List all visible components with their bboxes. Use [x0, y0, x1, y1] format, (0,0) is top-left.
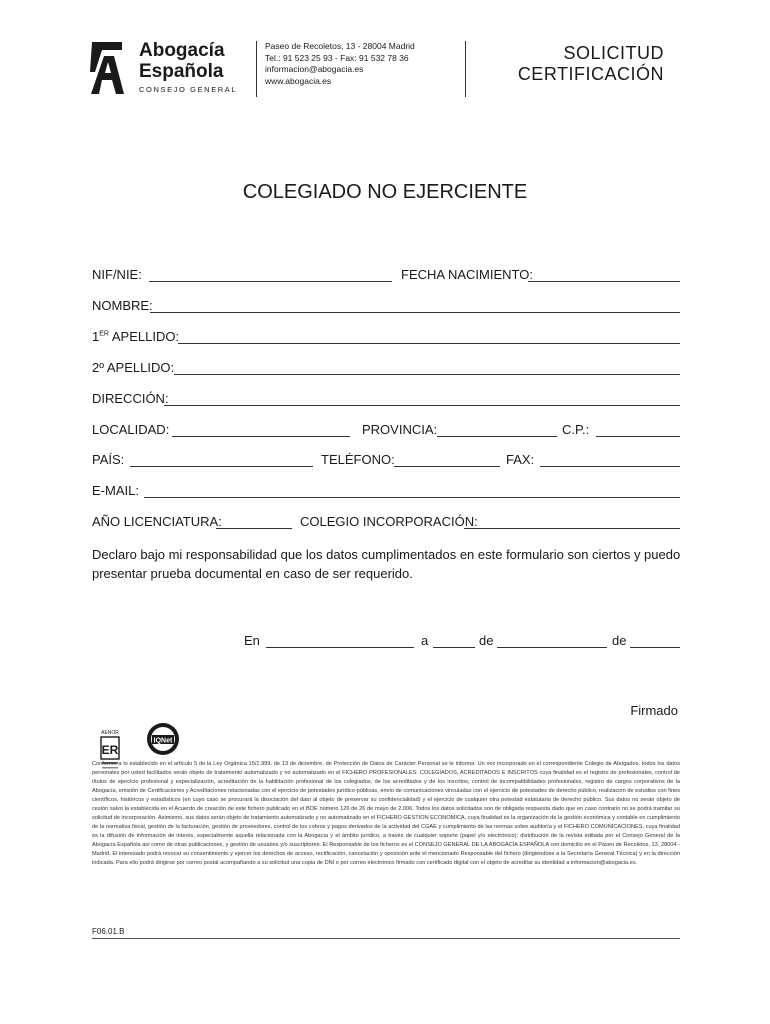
brand-name-line1: Abogacía [139, 40, 225, 61]
provincia-field[interactable] [437, 436, 557, 437]
telefono-field[interactable] [394, 466, 500, 467]
ano-licenciatura-label: AÑO LICENCIATURA: [92, 514, 222, 529]
legal-notice-text: Conforme a lo establecido en el artículo 5 de la Ley Orgánica 15/1.999, de 13 de diciembre, de Protección de Datos de Carácter Personal se le informa: Un vez incorporado en el correspondiente Colegio de Abogados, todos los datos personales por usted facilitados serán objeto de tratamiento automatizado y no automatizado en el FICHERO PROFESIONALES: COLEGIADOS, ACREDITADOS E INSCRITOS cuya finalidad es el registro de profesionales, control de títulos de ejercicio profesional y especialización, acreditación de la habilitación profesional de los colegiados, de los acreditados y de los inscritos, control de incompatibilidades profesionales, registro de cargos corporativos de la Abogacía, emisión de Certificaciones y Acreditaciones relacionadas con el ejercicio de potestades jurídico-públicas, envío de comunicaciones vinculadas con el ejercicio de potestades de derecho público, realización de estudios con fines científicos, históricos y estadísticos (en cuyo caso se procurará la disociación del dato al objeto de preservar su confidencialidad) y el ejercicio de cualquier otra potestad estatutaria de derecho público. Sus datos no serán objeto de cesión salvo la establecida en el Acuerdo de creación de este fichero publicado en el BOE número 126 de 26 de mayo de 2.006. Todos los datos solicitados son de obligada respuesta dado que en caso contrario no se podrá tramitar su solicitud de incorporación. Asimismo, sus datos serán objeto de tratamiento automatizado y no automatizado en el FICHERO GESTION ECONOMICA, cuya finalidad es la organización de la gestión económica y contable en cumplimiento de la normativa fiscal, gestión de la facturación, gestión de proveedores, control de los cobros y pagos derivados de la actividad del CGAE y cumplimiento de las normas sobre auditoría y el FICHERO COMUNICACIONES, cuya finalidad es la difusión de información de interés, especialmente aquella relacionada con la Abogacía y el ámbito jurídico, a través de cualquier soporte (papel y/o electrónico); distribución de la revista editada por el Consejo General de la Abogacía Española así como de otras publicaciones, y gestión de usuarios y/o suscriptores. El Responsable de los ficheros es el CONSEJO GENERAL DE LA ABOGACÍA ESPAÑOLA con domicilio en el Paseo de Recoletos, 13, 28004 - Madrid. El interesado podrá revocar su consentimiento y ejercer los derechos de acceso, rectificación, cancelación y oposición ante el mencionado Responsable del fichero (dirigiéndose a la Secretaría General Técnica) y en la dirección indicada. Para ello podrá dirigirse por correo postal acompañando a su solicitud una copia de DNI o por correo electrónico firmado con certificado digital con el objeto de acreditar su identidad a informacion@abogacia.es. [92, 761, 680, 866]
nif-field[interactable] [149, 281, 392, 282]
document-type-line2: CERTIFICACIÓN [517, 64, 664, 84]
declaration-text: Declaro bajo mi responsabilidad que los datos cumplimentados en este formulario son ciertos y puedo presentar prueba documental en caso de ser requerido. [92, 547, 681, 581]
year-field[interactable] [630, 647, 680, 648]
nombre-field[interactable] [150, 312, 680, 313]
date-a-label: a [421, 633, 429, 648]
brand-name-line2: Española [139, 61, 224, 82]
direccion-label: DIRECCIÓN: [92, 391, 169, 406]
fecha-nacimiento-field[interactable] [528, 281, 680, 282]
form-row-apellido2 [92, 360, 680, 378]
apellido2-field[interactable] [174, 374, 680, 375]
date-de1-label: de [479, 633, 494, 648]
cp-field[interactable] [596, 436, 680, 437]
colegio-incorporacion-label: COLEGIO INCORPORACIÓN: [300, 514, 478, 529]
contact-address: Paseo de Recoletos, 13 - 28004 Madrid [265, 41, 415, 51]
form-row-email [92, 483, 680, 501]
apellido2-label: 2º APELLIDO: [92, 360, 175, 375]
brand-subtitle: CONSEJO GENERAL [139, 85, 238, 94]
cp-label: C.P.: [562, 422, 590, 437]
place-field[interactable] [266, 647, 414, 648]
aenor-name: AENOR [101, 730, 119, 736]
iqnet-name: IQNet [153, 737, 173, 745]
aenor-mark: ER [101, 743, 119, 757]
apellido1-sup: ER [99, 330, 109, 338]
form-row-pais [92, 452, 680, 470]
email-field[interactable] [144, 497, 680, 498]
pais-label: PAÍS: [92, 452, 125, 467]
form-row-nombre [92, 298, 680, 316]
fax-field[interactable] [540, 466, 680, 467]
apellido1-field[interactable] [178, 343, 680, 344]
contact-phone-fax: Tel.: 91 523 25 93 - Fax: 91 532 78 36 [265, 52, 409, 63]
nif-label: NIF/NIE: [92, 267, 142, 282]
contact-website: www.abogacia.es [265, 75, 332, 86]
footer-divider [92, 938, 680, 939]
provincia-label: PROVINCIA: [362, 422, 438, 437]
form-row-nif [92, 267, 680, 285]
form-row-direccion [92, 391, 680, 409]
form-row-apellido1 [92, 329, 680, 347]
form-row-licenciatura [92, 514, 680, 532]
day-field[interactable] [433, 647, 475, 648]
document-type-line1: SOLICITUD [563, 43, 664, 63]
apellido1-text: APELLIDO: [108, 329, 180, 344]
colegio-incorporacion-field[interactable] [464, 528, 680, 529]
localidad-label: LOCALIDAD: [92, 422, 170, 437]
signed-label: Firmado [630, 703, 678, 718]
ano-licenciatura-field[interactable] [216, 528, 292, 529]
apellido1-label [92, 329, 179, 344]
fecha-nacimiento-label: FECHA NACIMIENTO: [401, 267, 533, 282]
month-field[interactable] [497, 647, 607, 648]
iqnet-certification-icon [146, 722, 180, 756]
date-de2-label: de [612, 633, 627, 648]
date-place-row [244, 633, 680, 651]
apellido1-prefix: 1 [92, 329, 100, 344]
telefono-label: TELÉFONO: [321, 452, 395, 467]
localidad-field[interactable] [172, 436, 350, 437]
pais-field[interactable] [130, 466, 313, 467]
form-code: F06.01.B [92, 927, 125, 936]
direccion-field[interactable] [164, 405, 680, 406]
contact-email: informacion@abogacia.es [265, 64, 364, 74]
fax-label: FAX: [506, 452, 535, 467]
nombre-label: NOMBRE: [92, 298, 153, 313]
email-label: E-MAIL: [92, 483, 139, 498]
page-title: COLEGIADO NO EJERCIENTE [242, 181, 528, 203]
date-en-label: En [244, 633, 260, 648]
form-row-localidad [92, 422, 680, 440]
abogacia-logo-icon [90, 42, 124, 94]
contact-info [256, 41, 466, 97]
